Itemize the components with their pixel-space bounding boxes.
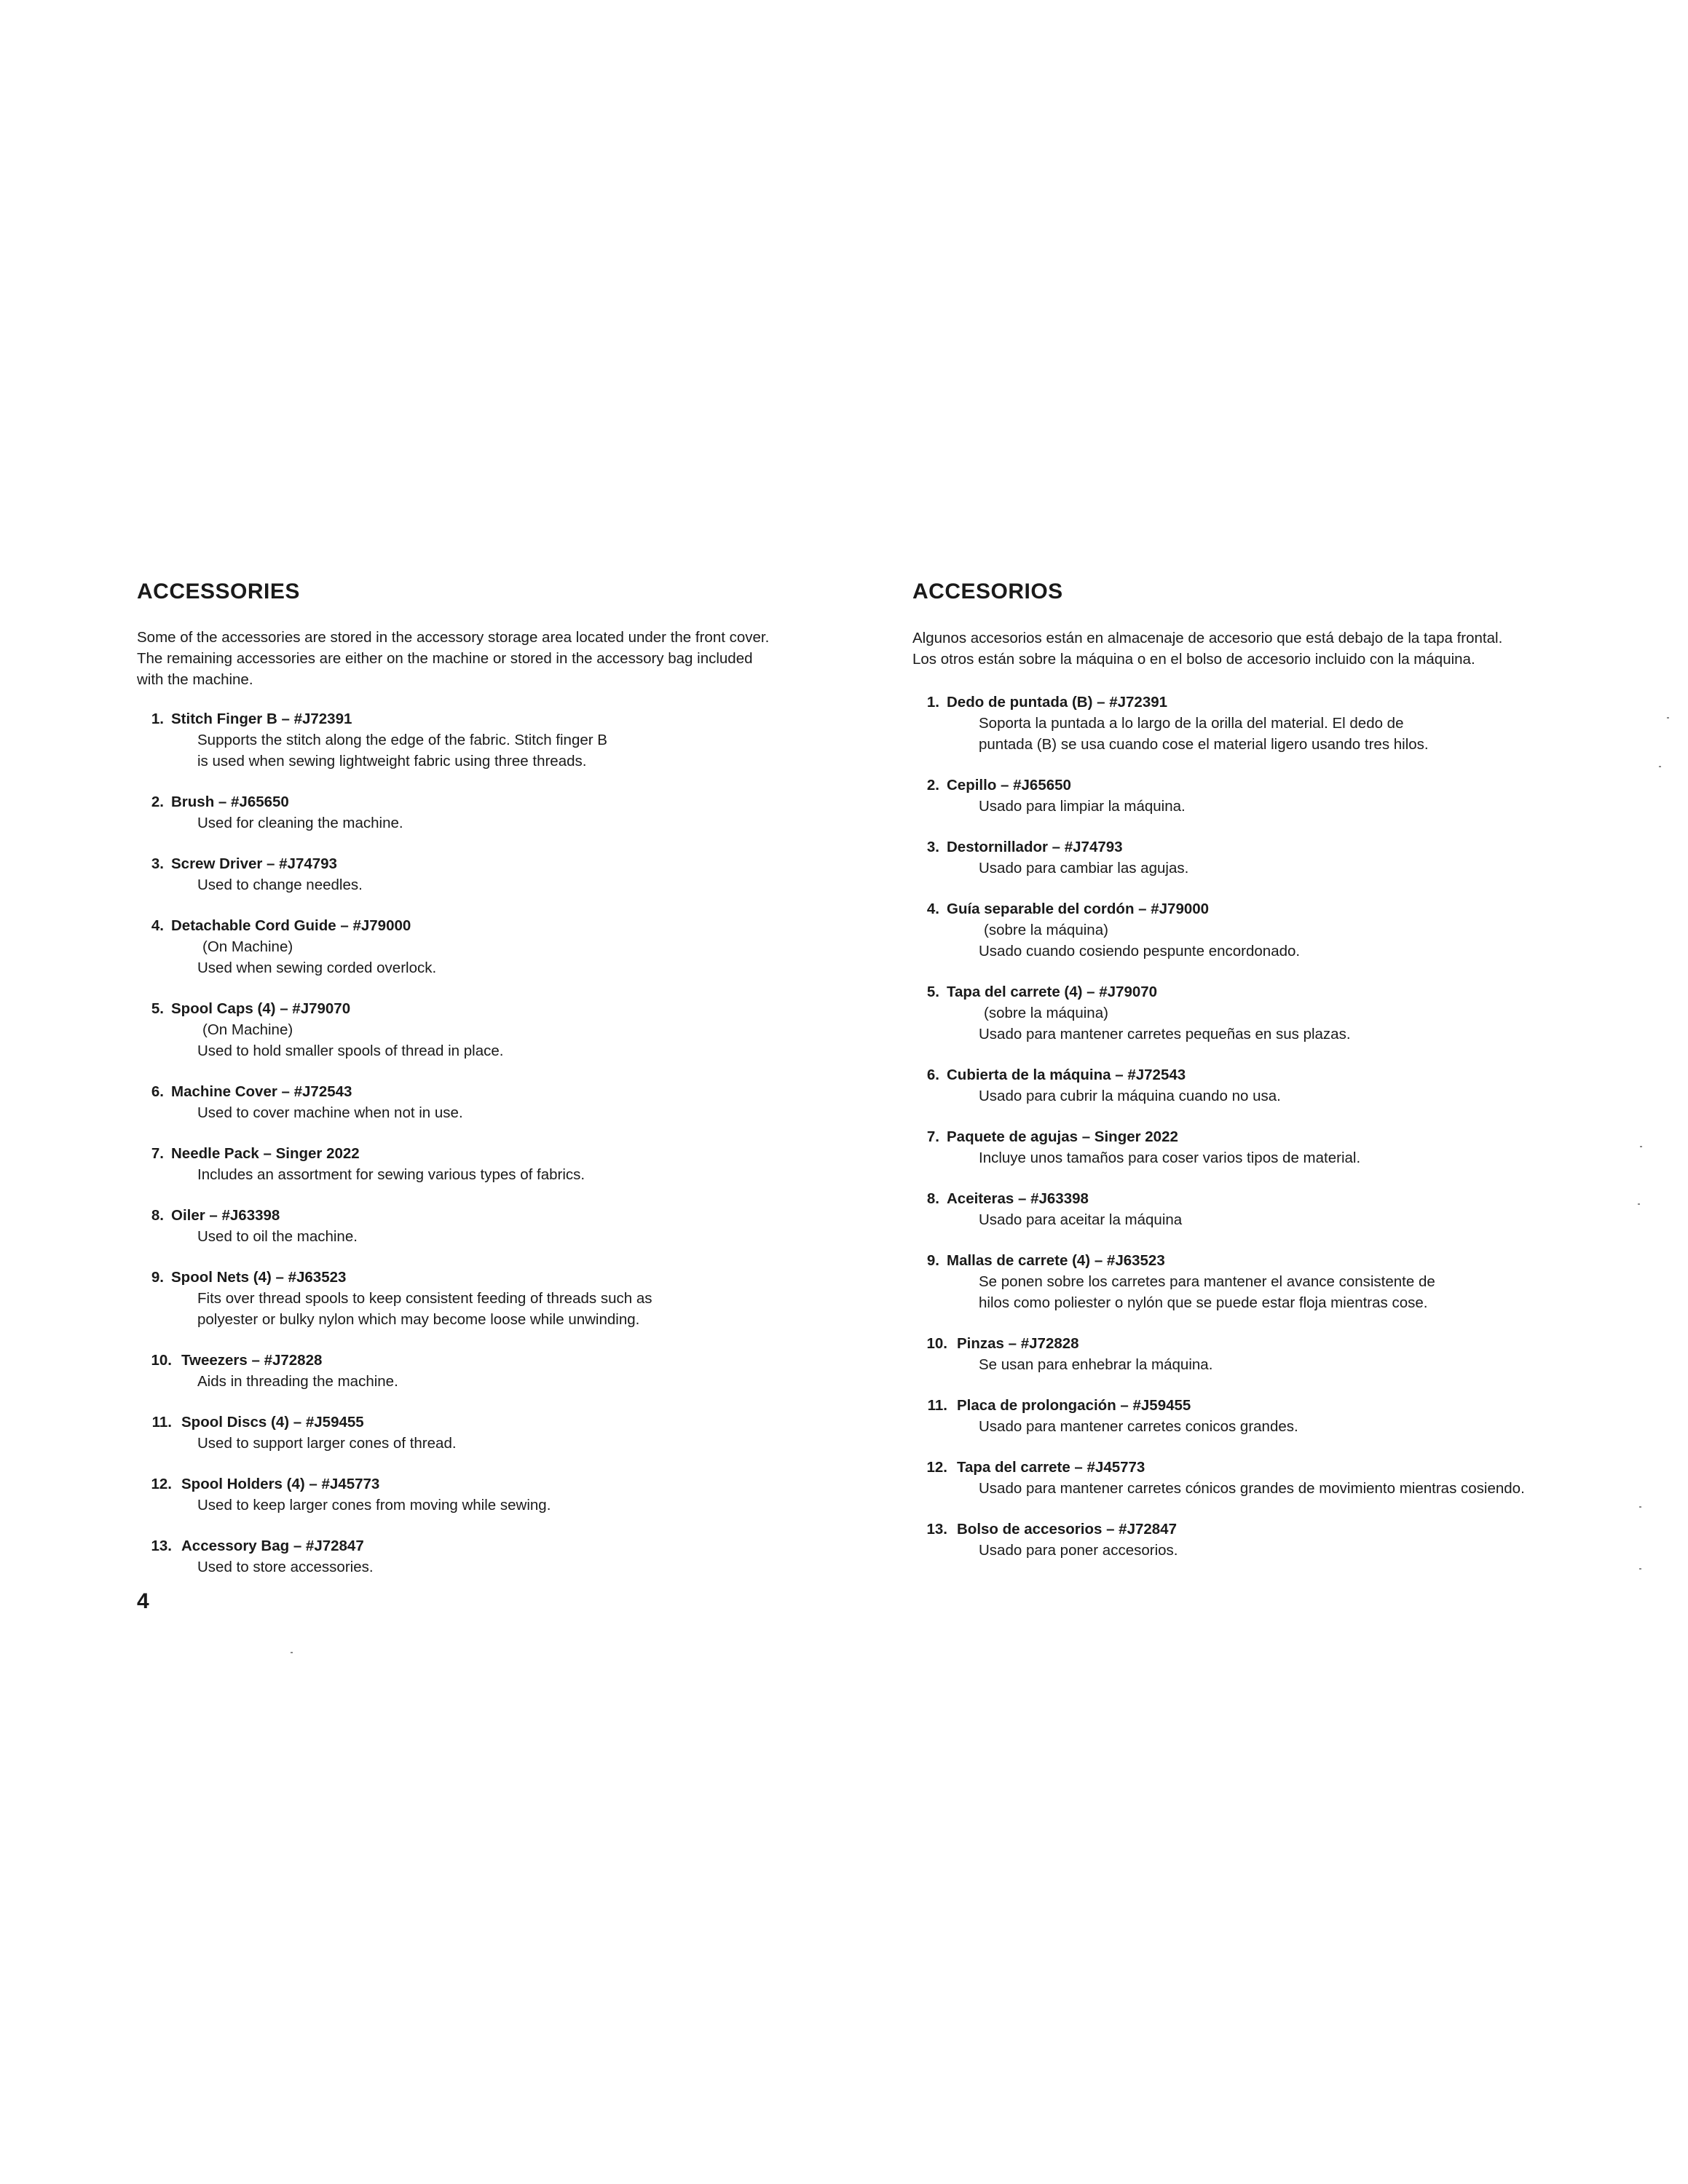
list-item bbox=[912, 1457, 1648, 1499]
item-description: Used for cleaning the machine. bbox=[197, 815, 403, 831]
item-number: 8. bbox=[151, 1207, 164, 1224]
accessory-list-english bbox=[137, 708, 887, 1578]
intro-line: The remaining accessories are either on the machine or stored in the accessory bag included bbox=[137, 650, 753, 667]
intro-paragraph-spanish bbox=[912, 628, 1648, 670]
item-number: 7. bbox=[151, 1145, 164, 1162]
item-heading: Destornillador – #J74793 bbox=[947, 839, 1123, 855]
item-description: Supports the stitch along the edge of the fabric. Stitch finger B bbox=[197, 732, 607, 748]
list-item bbox=[912, 1250, 1648, 1313]
item-number: 6. bbox=[151, 1083, 164, 1100]
item-description: Usado para aceitar la máquina bbox=[979, 1211, 1183, 1228]
item-heading: Detachable Cord Guide – #J79000 bbox=[171, 917, 411, 934]
section-title-english: ACCESSORIES bbox=[137, 579, 300, 604]
intro-line: with the machine. bbox=[137, 671, 253, 688]
item-number: 9. bbox=[151, 1269, 164, 1286]
item-heading: Needle Pack – Singer 2022 bbox=[171, 1145, 360, 1162]
item-heading: Machine Cover – #J72543 bbox=[171, 1083, 352, 1100]
item-number: 10. bbox=[151, 1352, 172, 1369]
item-description: Usado cuando cosiendo pespunte encordonado. bbox=[979, 943, 1301, 960]
list-item bbox=[912, 836, 1648, 879]
item-number: 1. bbox=[151, 711, 164, 727]
item-note: (sobre la máquina) bbox=[984, 1005, 1108, 1021]
accesorios-spanish-column bbox=[912, 579, 1648, 1580]
intro-line: Los otros están sobre la máquina o en el bolso de accesorio incluido con la máquina. bbox=[912, 651, 1475, 668]
list-item bbox=[137, 1081, 887, 1123]
item-heading: Spool Holders (4) – #J45773 bbox=[181, 1476, 380, 1492]
item-number: 12. bbox=[926, 1459, 947, 1476]
list-item bbox=[137, 853, 887, 895]
item-note: (On Machine) bbox=[202, 938, 293, 955]
scan-speck bbox=[1639, 1568, 1641, 1570]
list-item bbox=[912, 1333, 1648, 1375]
item-heading: Tapa del carrete (4) – #J79070 bbox=[947, 984, 1158, 1000]
item-description: Aids in threading the machine. bbox=[197, 1373, 398, 1390]
item-description: polyester or bulky nylon which may become loose while unwinding. bbox=[197, 1311, 640, 1328]
list-item bbox=[137, 915, 887, 978]
item-number: 5. bbox=[926, 984, 939, 1000]
item-heading: Screw Driver – #J74793 bbox=[171, 855, 337, 872]
item-number: 10. bbox=[926, 1335, 947, 1352]
item-note: (sobre la máquina) bbox=[984, 922, 1108, 938]
item-heading: Bolso de accesorios – #J72847 bbox=[957, 1521, 1177, 1538]
list-item bbox=[137, 1350, 887, 1392]
item-heading: Cubierta de la máquina – #J72543 bbox=[947, 1067, 1186, 1083]
accessory-list-spanish bbox=[912, 692, 1648, 1561]
list-item bbox=[137, 1535, 887, 1578]
accessories-english-column bbox=[137, 579, 887, 1597]
item-description: Usado para limpiar la máquina. bbox=[979, 798, 1186, 815]
list-item bbox=[137, 998, 887, 1061]
item-description: puntada (B) se usa cuando cose el material ligero usando tres hilos. bbox=[979, 736, 1429, 753]
item-number: 3. bbox=[926, 839, 939, 855]
item-heading: Dedo de puntada (B) – #J72391 bbox=[947, 694, 1168, 711]
item-description: Used to store accessories. bbox=[197, 1559, 374, 1575]
item-description: Includes an assortment for sewing various types of fabrics. bbox=[197, 1166, 585, 1183]
list-item bbox=[912, 775, 1648, 817]
item-description: Used to support larger cones of thread. bbox=[197, 1435, 457, 1452]
item-description: is used when sewing lightweight fabric using three threads. bbox=[197, 753, 587, 769]
list-item bbox=[912, 981, 1648, 1045]
list-item bbox=[912, 1064, 1648, 1107]
item-heading: Pinzas – #J72828 bbox=[957, 1335, 1079, 1352]
list-item bbox=[137, 708, 887, 772]
intro-paragraph-english bbox=[137, 627, 887, 690]
item-heading: Mallas de carrete (4) – #J63523 bbox=[947, 1252, 1165, 1269]
list-item bbox=[912, 1188, 1648, 1230]
list-item bbox=[137, 1412, 887, 1454]
item-heading: Spool Nets (4) – #J63523 bbox=[171, 1269, 347, 1286]
item-description: Used to keep larger cones from moving while sewing. bbox=[197, 1497, 551, 1514]
section-title-spanish: ACCESORIOS bbox=[912, 579, 1063, 604]
scan-speck bbox=[1638, 1203, 1640, 1205]
item-heading: Accessory Bag – #J72847 bbox=[181, 1538, 364, 1554]
item-heading: Aceiteras – #J63398 bbox=[947, 1190, 1089, 1207]
item-description: Usado para mantener carretes conicos grandes. bbox=[979, 1418, 1298, 1435]
item-heading: Stitch Finger B – #J72391 bbox=[171, 711, 352, 727]
item-heading: Paquete de agujas – Singer 2022 bbox=[947, 1128, 1178, 1145]
item-heading: Guía separable del cordón – #J79000 bbox=[947, 901, 1210, 917]
item-description: Usado para cubrir la máquina cuando no usa. bbox=[979, 1088, 1281, 1104]
intro-line: Some of the accessories are stored in the accessory storage area located under the front cover. bbox=[137, 629, 770, 646]
item-number: 9. bbox=[926, 1252, 939, 1269]
item-description: Fits over thread spools to keep consistent feeding of threads such as bbox=[197, 1290, 652, 1307]
item-description: Incluye unos tamaños para coser varios tipos de material. bbox=[979, 1150, 1361, 1166]
list-item bbox=[137, 1143, 887, 1185]
list-item bbox=[912, 898, 1648, 962]
item-description: Used to oil the machine. bbox=[197, 1228, 358, 1245]
item-note: (On Machine) bbox=[202, 1021, 293, 1038]
list-item bbox=[137, 1267, 887, 1330]
item-number: 7. bbox=[926, 1128, 939, 1145]
item-description: Usado para cambiar las agujas. bbox=[979, 860, 1189, 877]
item-number: 1. bbox=[926, 694, 939, 711]
item-number: 11. bbox=[151, 1414, 172, 1431]
item-description: Used when sewing corded overlock. bbox=[197, 960, 437, 976]
scan-speck bbox=[1640, 1146, 1642, 1147]
item-number: 11. bbox=[927, 1397, 947, 1414]
scan-speck bbox=[1659, 766, 1661, 767]
list-item bbox=[137, 1473, 887, 1516]
list-item bbox=[137, 791, 887, 834]
item-number: 5. bbox=[151, 1000, 164, 1017]
scan-speck bbox=[1639, 1506, 1641, 1508]
list-item bbox=[912, 1395, 1648, 1437]
item-description: Used to hold smaller spools of thread in place. bbox=[197, 1042, 504, 1059]
item-description: hilos como poliester o nylón que se puede estar floja mientras cose. bbox=[979, 1294, 1428, 1311]
item-description: Se usan para enhebrar la máquina. bbox=[979, 1356, 1213, 1373]
list-item bbox=[912, 692, 1648, 755]
scan-speck bbox=[291, 1652, 293, 1653]
list-item bbox=[137, 1205, 887, 1247]
item-heading: Spool Discs (4) – #J59455 bbox=[181, 1414, 364, 1431]
item-description: Used to change needles. bbox=[197, 877, 363, 893]
item-number: 13. bbox=[926, 1521, 947, 1538]
item-description: Usado para poner accesorios. bbox=[979, 1542, 1178, 1559]
item-heading: Tapa del carrete – #J45773 bbox=[957, 1459, 1145, 1476]
intro-line: Algunos accesorios están en almacenaje de accesorio que está debajo de la tapa frontal. bbox=[912, 630, 1503, 646]
item-number: 6. bbox=[926, 1067, 939, 1083]
item-description: Se ponen sobre los carretes para mantener el avance consistente de bbox=[979, 1273, 1435, 1290]
item-number: 13. bbox=[151, 1538, 172, 1554]
item-description: Usado para mantener carretes cónicos grandes de movimiento mientras cosiendo. bbox=[979, 1480, 1525, 1497]
item-number: 8. bbox=[926, 1190, 939, 1207]
item-description: Soporta la puntada a lo largo de la orilla del material. El dedo de bbox=[979, 715, 1404, 732]
item-heading: Tweezers – #J72828 bbox=[181, 1352, 323, 1369]
page-number: 4 bbox=[137, 1589, 149, 1613]
item-heading: Placa de prolongación – #J59455 bbox=[957, 1397, 1191, 1414]
item-heading: Spool Caps (4) – #J79070 bbox=[171, 1000, 351, 1017]
item-number: 12. bbox=[151, 1476, 172, 1492]
list-item bbox=[912, 1126, 1648, 1168]
item-heading: Oiler – #J63398 bbox=[171, 1207, 280, 1224]
item-number: 2. bbox=[926, 777, 939, 794]
scan-speck bbox=[1667, 717, 1669, 719]
list-item bbox=[912, 1519, 1648, 1561]
item-description: Usado para mantener carretes pequeñas en sus plazas. bbox=[979, 1026, 1351, 1042]
item-number: 2. bbox=[151, 794, 164, 810]
item-description: Used to cover machine when not in use. bbox=[197, 1104, 463, 1121]
item-number: 4. bbox=[151, 917, 164, 934]
item-number: 4. bbox=[926, 901, 939, 917]
item-heading: Brush – #J65650 bbox=[171, 794, 289, 810]
item-heading: Cepillo – #J65650 bbox=[947, 777, 1071, 794]
item-number: 3. bbox=[151, 855, 164, 872]
